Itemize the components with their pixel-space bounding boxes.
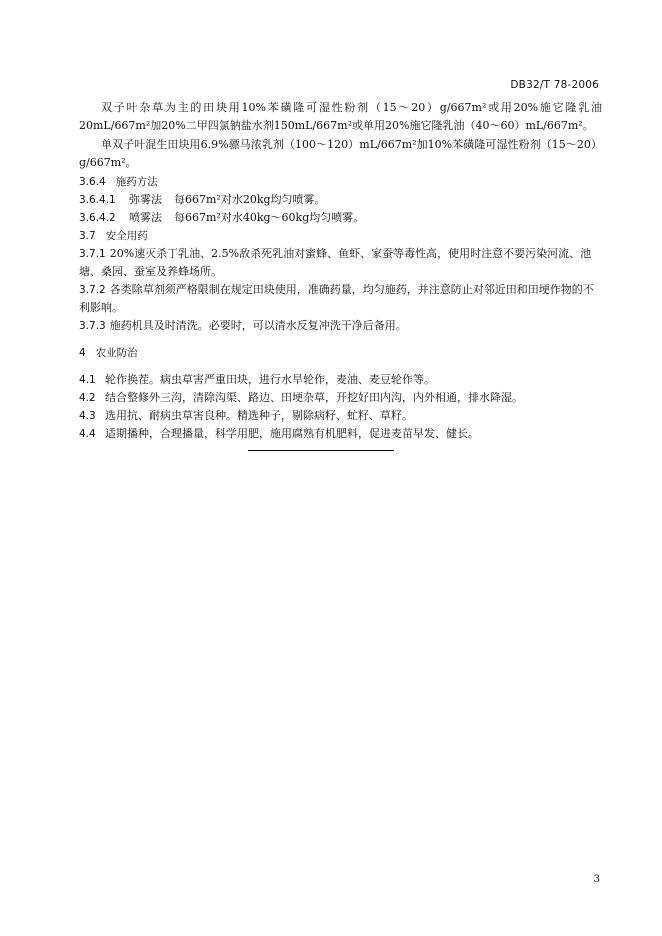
- section-heading-3-6-4: [79, 173, 602, 191]
- list-item-3-7-1: [79, 245, 602, 281]
- item-text: 适期播种，合理播量，科学用肥，施用腐熟有机肥料，促进麦苗早发、健长。: [105, 427, 479, 440]
- item-number: 3.6.4.1: [79, 194, 116, 206]
- list-item-4-1: [79, 371, 602, 389]
- item-label: 弥雾法: [129, 193, 162, 206]
- item-number: 4.2: [79, 392, 96, 404]
- paragraph-mixed-weeds: 单双子叶混生田块用6.9%骠马浓乳剂（100～120）mL/667m²加10%苯磺隆可湿性粉剂（15～20）g/667m²。: [79, 138, 602, 169]
- list-item-3-7-2: [79, 281, 602, 317]
- item-text: 施药机具及时清洗。必要时，可以清水反复冲洗干净后备用。: [109, 319, 407, 332]
- item-number: 3.6.4.2: [79, 212, 116, 224]
- section-title: 农业防治: [95, 347, 138, 359]
- paragraph-dicot-weeds: 双子叶杂草为主的田块用10%苯磺隆可湿性粉剂（15～20）g/667m²或用20%施它隆乳油20mL/667m²加20%二甲四氯钠盐水剂150mL/667m²或单用20%施它隆乳油（40～60）mL/667m²。: [79, 101, 602, 132]
- list-item-3-6-4-1: [79, 191, 602, 209]
- section-heading-4: [79, 344, 602, 362]
- item-text: 每667m²对水20kg均匀喷雾。: [174, 193, 326, 206]
- end-of-document-rule: [248, 450, 394, 451]
- section-title: 安全用药: [105, 230, 148, 242]
- item-text: 每667m²对水40kg～60kg均匀喷雾。: [174, 211, 365, 224]
- document-code: DB32/T 78-2006: [510, 79, 599, 91]
- list-item-3-7-3: [79, 317, 602, 335]
- item-number: 4.1: [79, 374, 96, 386]
- list-item-3-6-4-2: [79, 209, 602, 227]
- document-body: [79, 99, 602, 443]
- list-item-4-2: [79, 389, 602, 407]
- item-text: 20%速灭杀丁乳油、2.5%敌杀死乳油对蜜蜂、鱼虾、家蚕等毒性高，使用时注意不要污染河流、池塘、桑园、蚕室及养蜂场所。: [79, 247, 592, 278]
- item-text: 轮作换茬。病虫草害严重田块，进行水旱轮作，麦油、麦豆轮作等。: [105, 373, 435, 386]
- item-number: 4.4: [79, 428, 96, 440]
- item-label: 喷雾法: [129, 211, 162, 224]
- list-item-4-3: [79, 407, 602, 425]
- section-heading-3-7: [79, 227, 602, 245]
- item-text: 结合整修外三沟，清除沟渠、路边、田埂杂草，开挖好田内沟，内外相通，排水降湿。: [105, 391, 523, 404]
- item-text: 各类除草剂须严格限制在规定田块使用，准确药量，均匀施药，并注意防止对邻近田和田埂作物的不利影响。: [79, 283, 594, 314]
- page-number: 3: [593, 874, 600, 885]
- item-number: 4.3: [79, 410, 96, 422]
- section-title: 施药方法: [115, 176, 158, 188]
- section-number: 3.7: [79, 230, 96, 242]
- item-number: 3.7.1: [79, 248, 106, 260]
- section-number: 4: [79, 347, 86, 359]
- section-number: 3.6.4: [79, 176, 106, 188]
- item-number: 3.7.2: [79, 284, 106, 296]
- item-text: 选用抗、耐病虫草害良种。精选种子，剔除病籽、虻籽、草籽。: [105, 409, 413, 422]
- list-item-4-4: [79, 425, 602, 443]
- item-number: 3.7.3: [79, 320, 106, 332]
